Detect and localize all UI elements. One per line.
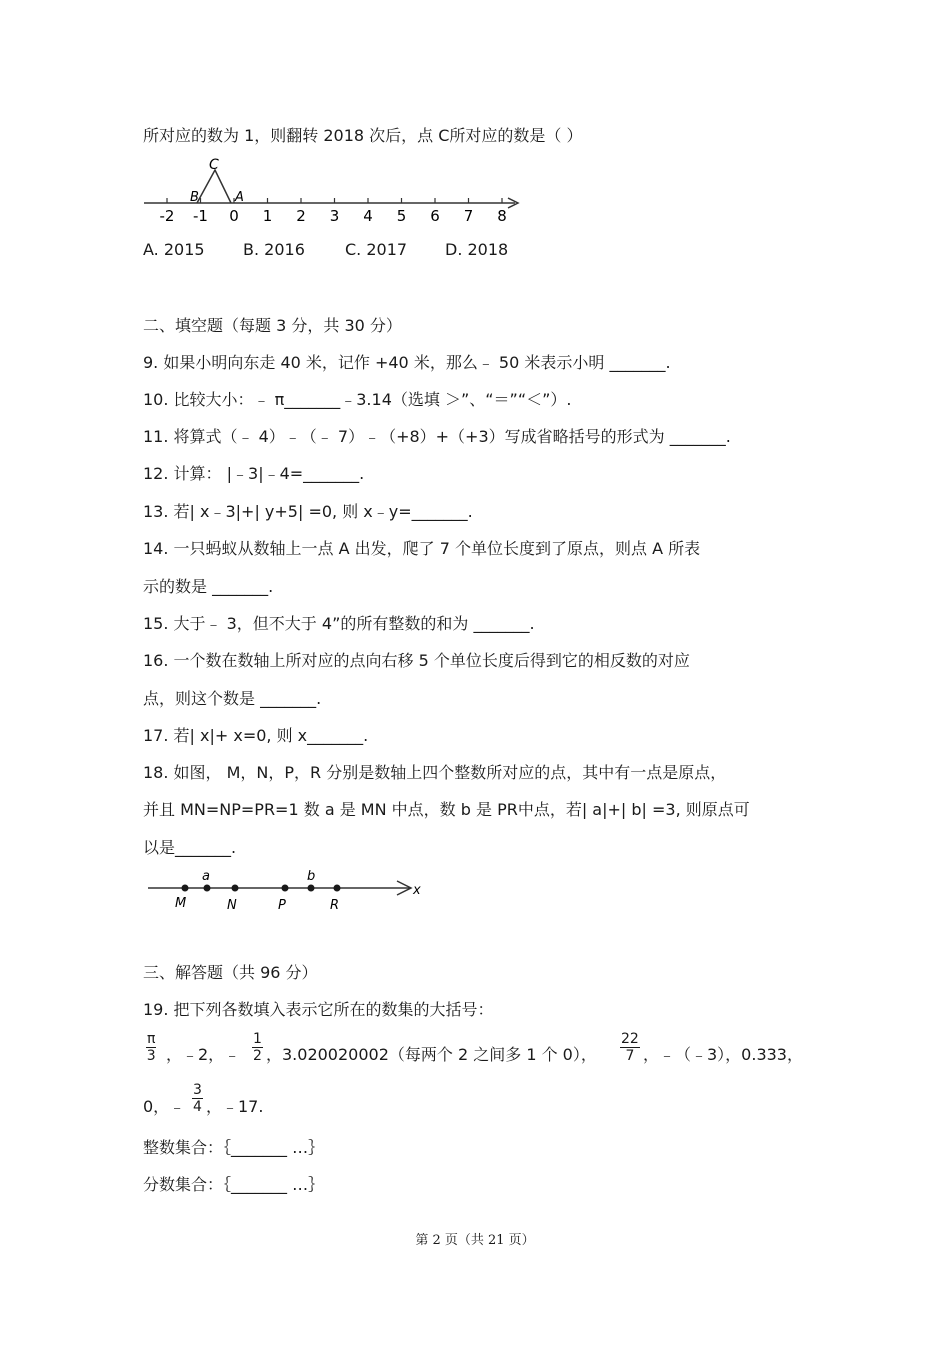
point-label-c: C xyxy=(209,157,219,173)
axis-tick-label: 6 xyxy=(430,207,440,225)
number-list-seg2: ，3.020020002（每两个 2 之间多 1 个 0）， xyxy=(266,1045,597,1064)
point-label-a: A xyxy=(235,190,244,205)
triangle-abc xyxy=(197,170,231,203)
label-x: x xyxy=(413,883,421,898)
denominator: 3 xyxy=(146,1048,156,1064)
numerator: 22 xyxy=(621,1031,639,1047)
label-p: P xyxy=(278,898,286,913)
q13: 13. 若| x﹣3|+| y+5| =0, 则 x﹣y=_______. xyxy=(143,502,473,521)
fraction-22-over-7 xyxy=(620,1031,640,1064)
numerator: 3 xyxy=(193,1082,202,1098)
axis-tick-label: 8 xyxy=(497,207,507,225)
number-list-seg5: ，﹣17. xyxy=(206,1097,264,1116)
q8-number-line-figure xyxy=(140,155,530,230)
denominator: 2 xyxy=(253,1048,262,1064)
q18-number-line-figure xyxy=(145,866,430,916)
axis-tick-label: 2 xyxy=(296,207,306,225)
section2-heading: 二、填空题（每题 3 分，共 30 分） xyxy=(143,316,402,335)
label-r: R xyxy=(330,898,340,913)
fraction-set: 分数集合：｛_______ …｝ xyxy=(143,1175,325,1194)
q10: 10. 比较大小：﹣ π_______﹣3.14（选填 ＞”、“＝”“＜”）. xyxy=(143,390,572,409)
axis-ticks xyxy=(160,198,507,225)
label-m: M xyxy=(175,896,187,911)
point-r xyxy=(334,885,341,892)
section3-heading: 三、解答题（共 96 分） xyxy=(143,963,318,982)
q18-line2: 并且 MN=NP=PR=1 数 a 是 MN 中点，数 b 是 PR中点，若| a|+| b| =3, 则原点可 xyxy=(143,800,750,819)
q12: 12. 计算： |﹣3|﹣4=_______. xyxy=(143,464,365,483)
axis-tick-label: -2 xyxy=(159,207,175,225)
point-b xyxy=(308,885,315,892)
q14-line1: 14. 一只蚂蚁从数轴上一点 A 出发，爬了 7 个单位长度到了原点，则点 A 所表 xyxy=(143,539,701,558)
page-footer: 第 2 页（共 21 页） xyxy=(415,1233,535,1248)
q14-line2: 示的数是 _______. xyxy=(143,577,274,596)
denominator: 7 xyxy=(625,1048,635,1064)
q16-line2: 点，则这个数是 _______. xyxy=(143,689,322,708)
axis-tick-label: 1 xyxy=(262,207,273,225)
q9: 9. 如果小明向东走 40 米，记作 +40 米，那么﹣ 50 米表示小明 _______. xyxy=(143,353,671,372)
label-n: N xyxy=(227,898,237,913)
number-list-seg3: ，﹣（﹣3），0.333， xyxy=(643,1045,803,1064)
numerator: 1 xyxy=(253,1031,262,1047)
axis-tick-label: -1 xyxy=(193,207,208,225)
label-b: b xyxy=(307,869,316,884)
point-p xyxy=(282,885,289,892)
axis-tick-label: 5 xyxy=(396,207,407,225)
q19-stem: 19. 把下列各数填入表示它所在的数集的大括号： xyxy=(143,1000,494,1019)
fraction-1-over-2 xyxy=(252,1031,263,1064)
q8-option-b: B. 2016 xyxy=(243,240,305,259)
point-m xyxy=(182,885,189,892)
q18-line3: 以是_______. xyxy=(143,838,237,857)
numerator: π xyxy=(147,1031,156,1047)
label-a: a xyxy=(202,869,210,884)
q8-option-a: A. 2015 xyxy=(143,240,205,259)
fraction-3-over-4 xyxy=(192,1082,203,1115)
q8-option-c: C. 2017 xyxy=(345,240,408,259)
q18-line1: 18. 如图， M，N，P，R 分别是数轴上四个整数所对应的点，其中有一点是原点， xyxy=(143,763,727,782)
axis-tick-label: 3 xyxy=(329,207,340,225)
axis-tick-label: 0 xyxy=(229,207,239,225)
number-list-seg4: 0，﹣ xyxy=(143,1097,186,1116)
point-label-b: B xyxy=(190,190,199,205)
q16-line1: 16. 一个数在数轴上所对应的点向右移 5 个单位长度后得到它的相反数的对应 xyxy=(143,651,690,670)
number-list-seg1: ，﹣2，﹣ xyxy=(166,1045,241,1064)
integer-set: 整数集合：｛_______ …｝ xyxy=(143,1138,325,1157)
q8-stem: 所对应的数为 1，则翻转 2018 次后，点 C所对应的数是（ ） xyxy=(143,126,583,145)
point-a xyxy=(204,885,211,892)
axis-tick-label: 4 xyxy=(363,207,373,225)
q11: 11. 将算式（﹣ 4）﹣（﹣ 7）﹣（+8）+（+3）写成省略括号的形式为 _______. xyxy=(143,427,731,446)
q17: 17. 若| x|+ x=0, 则 x_______. xyxy=(143,726,369,745)
point-n xyxy=(232,885,239,892)
axis-tick-label: 7 xyxy=(463,207,474,225)
fraction-pi-over-3 xyxy=(146,1031,156,1064)
denominator: 4 xyxy=(193,1099,202,1115)
q8-option-d: D. 2018 xyxy=(445,240,509,259)
q15: 15. 大于﹣ 3，但不大于 4”的所有整数的和为 _______. xyxy=(143,614,535,633)
